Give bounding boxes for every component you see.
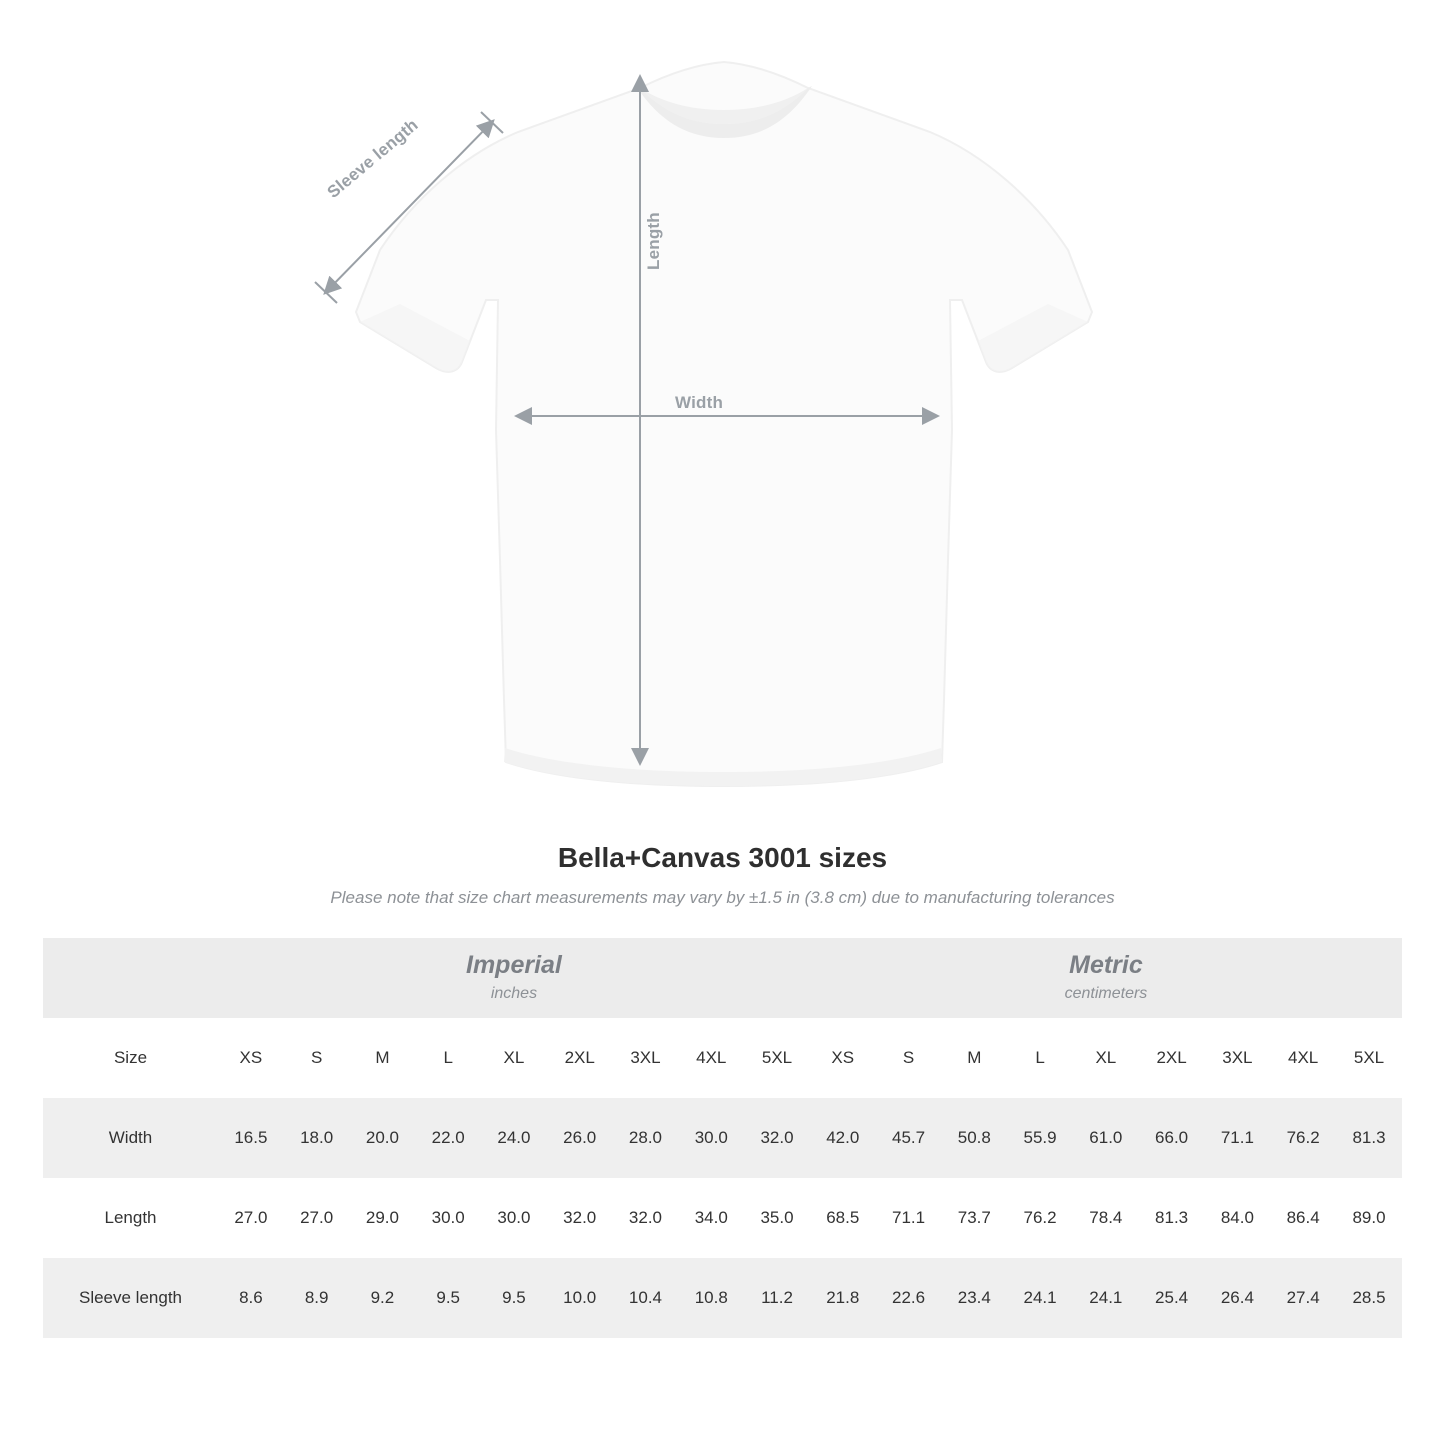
table-row xyxy=(43,1178,1402,1258)
page-title: Bella+Canvas 3001 sizes xyxy=(557,842,888,873)
table-cell: 8.9 xyxy=(284,1258,350,1338)
size-table xyxy=(43,938,1402,1338)
size-header-cell: 4XL xyxy=(678,1018,744,1098)
size-chart-heading xyxy=(0,842,1445,908)
table-cell: 32.0 xyxy=(744,1098,810,1178)
size-header-cell: 3XL xyxy=(613,1018,679,1098)
table-cell: 16.5 xyxy=(218,1098,284,1178)
table-cell: 25.4 xyxy=(1139,1258,1205,1338)
table-cell: 27.0 xyxy=(284,1178,350,1258)
table-cell: 86.4 xyxy=(1270,1178,1336,1258)
size-header-cell: XS xyxy=(218,1018,284,1098)
table-cell: 22.0 xyxy=(415,1098,481,1178)
table-cell: 73.7 xyxy=(941,1178,1007,1258)
table-cell: 68.5 xyxy=(810,1178,876,1258)
table-cell: 24.1 xyxy=(1007,1258,1073,1338)
row-label-length: Length xyxy=(43,1178,218,1258)
table-cell: 9.5 xyxy=(415,1258,481,1338)
size-header-cell: XL xyxy=(481,1018,547,1098)
table-cell: 27.0 xyxy=(218,1178,284,1258)
table-cell: 81.3 xyxy=(1336,1098,1402,1178)
size-header-cell: XL xyxy=(1073,1018,1139,1098)
table-cell: 28.0 xyxy=(613,1098,679,1178)
size-table-wrapper xyxy=(43,938,1402,1338)
size-header-cell: 3XL xyxy=(1204,1018,1270,1098)
table-cell: 76.2 xyxy=(1007,1178,1073,1258)
unit-title-metric: Metric xyxy=(1069,951,1143,980)
table-cell: 30.0 xyxy=(481,1178,547,1258)
unit-header-spacer xyxy=(43,938,218,1018)
unit-header-imperial xyxy=(218,938,810,1018)
table-cell: 76.2 xyxy=(1270,1098,1336,1178)
table-cell: 66.0 xyxy=(1139,1098,1205,1178)
table-cell: 21.8 xyxy=(810,1258,876,1338)
table-cell: 81.3 xyxy=(1139,1178,1205,1258)
tolerance-note: Please note that size chart measurements may vary by ±1.5 in (3.8 cm) due to manufacturing tolerances xyxy=(330,888,1115,907)
table-cell: 89.0 xyxy=(1336,1178,1402,1258)
table-cell: 30.0 xyxy=(415,1178,481,1258)
table-cell: 9.5 xyxy=(481,1258,547,1338)
unit-title-imperial: Imperial xyxy=(466,951,562,980)
unit-subtitle-metric: centimeters xyxy=(1064,984,1148,1002)
table-cell: 8.6 xyxy=(218,1258,284,1338)
size-header-cell: XS xyxy=(810,1018,876,1098)
table-row xyxy=(43,1098,1402,1178)
unit-subtitle-imperial: inches xyxy=(490,984,538,1002)
table-cell: 26.0 xyxy=(547,1098,613,1178)
size-header-cell: M xyxy=(941,1018,1007,1098)
table-cell: 45.7 xyxy=(876,1098,942,1178)
unit-header-row xyxy=(43,938,1402,1018)
table-cell: 28.5 xyxy=(1336,1258,1402,1338)
table-cell: 34.0 xyxy=(678,1178,744,1258)
table-cell: 22.6 xyxy=(876,1258,942,1338)
size-header-row xyxy=(43,1018,1402,1098)
table-cell: 78.4 xyxy=(1073,1178,1139,1258)
table-cell: 24.0 xyxy=(481,1098,547,1178)
table-cell: 26.4 xyxy=(1204,1258,1270,1338)
size-header-cell: 5XL xyxy=(1336,1018,1402,1098)
table-cell: 10.0 xyxy=(547,1258,613,1338)
table-cell: 24.1 xyxy=(1073,1258,1139,1338)
size-header-cell: S xyxy=(284,1018,350,1098)
sleeve-length-label: Sleeve length xyxy=(323,115,422,202)
table-cell: 35.0 xyxy=(744,1178,810,1258)
table-cell: 55.9 xyxy=(1007,1098,1073,1178)
table-cell: 9.2 xyxy=(350,1258,416,1338)
table-cell: 71.1 xyxy=(1204,1098,1270,1178)
table-cell: 10.4 xyxy=(613,1258,679,1338)
tshirt-shape xyxy=(356,62,1092,786)
table-cell: 23.4 xyxy=(941,1258,1007,1338)
column-header-size: Size xyxy=(43,1018,218,1098)
table-cell: 32.0 xyxy=(547,1178,613,1258)
size-header-cell: 2XL xyxy=(547,1018,613,1098)
table-cell: 71.1 xyxy=(876,1178,942,1258)
table-cell: 10.8 xyxy=(678,1258,744,1338)
row-label-width: Width xyxy=(43,1098,218,1178)
size-header-cell: 4XL xyxy=(1270,1018,1336,1098)
row-label-sleeve-length: Sleeve length xyxy=(43,1258,218,1338)
table-cell: 20.0 xyxy=(350,1098,416,1178)
width-label: Width xyxy=(675,393,724,412)
table-cell: 84.0 xyxy=(1204,1178,1270,1258)
size-header-cell: L xyxy=(1007,1018,1073,1098)
table-cell: 29.0 xyxy=(350,1178,416,1258)
table-cell: 11.2 xyxy=(744,1258,810,1338)
table-row xyxy=(43,1258,1402,1338)
size-header-cell: M xyxy=(350,1018,416,1098)
size-header-cell: L xyxy=(415,1018,481,1098)
table-cell: 30.0 xyxy=(678,1098,744,1178)
table-cell: 50.8 xyxy=(941,1098,1007,1178)
table-cell: 32.0 xyxy=(613,1178,679,1258)
length-label: Length xyxy=(644,212,663,270)
size-header-cell: S xyxy=(876,1018,942,1098)
size-header-cell: 2XL xyxy=(1139,1018,1205,1098)
size-header-cell: 5XL xyxy=(744,1018,810,1098)
unit-header-metric xyxy=(810,938,1402,1018)
table-cell: 18.0 xyxy=(284,1098,350,1178)
table-cell: 61.0 xyxy=(1073,1098,1139,1178)
table-cell: 27.4 xyxy=(1270,1258,1336,1338)
table-cell: 42.0 xyxy=(810,1098,876,1178)
